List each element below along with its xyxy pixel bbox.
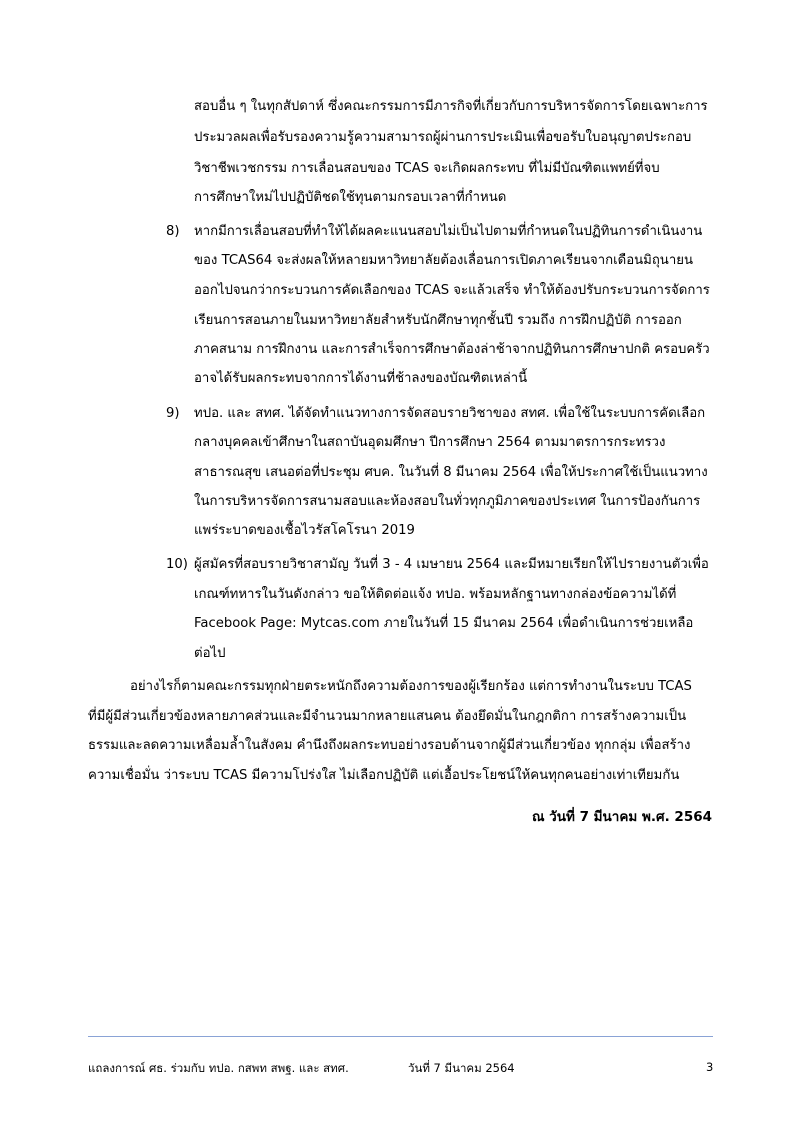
item9-line: กลางบุคคลเข้าศึกษาในสถาบันอุดมศึกษา ปีการศึกษา 2564 ตามมาตรการกระทรวง (194, 435, 666, 450)
block1-line: การศึกษาใหม่ไปปฏิบัติชดใช้ทุนตามกรอบเวลาที่กำหนด (194, 190, 507, 205)
closing-line: ที่มีผู้มีส่วนเกี่ยวข้องหลายภาคส่วนและมีจำนวนมากหลายแสนคน ต้องยึดมั่นในกฎกติกา การสร้างความเป็น (88, 709, 687, 724)
item8-number: 8) (166, 224, 180, 239)
page-number: 3 (706, 1060, 714, 1074)
closing-line: ความเชื่อมั่น ว่าระบบ TCAS มีความโปร่งใส ไม่เลือกปฏิบัติ แต่เอื้อประโยชน์ให้คนทุกคนอย่างเท่าเทียมกัน (88, 768, 680, 783)
footer-title: แถลงการณ์ ศธ. ร่วมกับ ทปอ. กสพท สพฐ. และ สทศ. (88, 1061, 349, 1075)
item9-number: 9) (166, 406, 180, 421)
footer-date: วันที่ 7 มีนาคม 2564 (408, 1061, 515, 1075)
item10-line: ผู้สมัครที่สอบรายวิชาสามัญ วันที่ 3 - 4 เมษายน 2564 และมีหมายเรียกให้ไปรายงานตัวเพื่อ (194, 557, 709, 572)
block1-line: ประมวลผลเพื่อรับรองความรู้ความสามารถผู้ผ่านการประเมินเพื่อขอรับใบอนุญาตประกอบ (194, 130, 692, 145)
item10-line: Facebook Page: Mytcas.com ภายในวันที่ 15 มีนาคม 2564 เพื่อดำเนินการช่วยเหลือ (194, 616, 694, 631)
closing-line: ธรรมและลดความเหลื่อมล้ำในสังคม คำนึงถึงผลกระทบอย่างรอบด้านจากผู้มีส่วนเกี่ยวข้อง ทุกกลุ่ม เพื่อสร้าง (88, 738, 691, 753)
item9-line: แพร่ระบาดของเชื้อไวรัสโคโรนา 2019 (194, 523, 415, 538)
item10-number: 10) (166, 557, 188, 572)
date-signature: ณ วันที่ 7 มีนาคม พ.ศ. 2564 (531, 809, 712, 825)
item8-line: หากมีการเลื่อนสอบที่ทำให้ได้ผลคะแนนสอบไม่เป็นไปตามที่กำหนดในปฏิทินการดำเนินงาน (194, 224, 703, 239)
item9-line: ทปอ. และ สทศ. ได้จัดทำแนวทางการจัดสอบรายวิชาของ สทศ. เพื่อใช้ในระบบการคัดเลือก (194, 406, 706, 421)
footer-divider (88, 1036, 713, 1037)
item10-line: เกณฑ์ทหารในวันดังกล่าว ขอให้ติดต่อแจ้ง ทปอ. พร้อมหลักฐานทางกล่องข้อความได้ที่ (194, 587, 677, 602)
item8-line: อาจได้รับผลกระทบจากการได้งานที่ช้าลงของบัณฑิตเหล่านี้ (194, 371, 528, 386)
item8-line: เรียนการสอนภายในมหาวิทยาลัยสำหรับนักศึกษาทุกชั้นปี รวมถึง การฝึกปฏิบัติ การออก (194, 313, 682, 328)
block1-line: วิชาชีพเวชกรรม การเลื่อนสอบของ TCAS จะเกิดผลกระทบ ที่ไม่มีบัณฑิตแพทย์ที่จบ (194, 161, 660, 176)
item9-line: สาธารณสุข เสนอต่อที่ประชุม ศบค. ในวันที่ 8 มีนาคม 2564 เพื่อให้ประกาศใช้เป็นแนวทาง (194, 465, 708, 480)
item8-line: ภาคสนาม การฝึกงาน และการสำเร็จการศึกษาต้องล่าช้าจากปฏิทินการศึกษาปกติ ครอบครัว (194, 342, 710, 357)
item9-line: ในการบริหารจัดการสนามสอบและห้องสอบในทั่วทุกภูมิภาคของประเทศ ในการป้องกันการ (194, 494, 701, 509)
block1-line: สอบอื่น ๆ ในทุกสัปดาห์ ซึ่งคณะกรรมการมีภารกิจที่เกี่ยวกับการบริหารจัดการโดยเฉพาะการ (194, 99, 708, 114)
item10-line: ต่อไป (194, 646, 226, 661)
item8-line: ออกไปจนกว่ากระบวนการคัดเลือกของ TCAS จะแล้วเสร็จ ทำให้ต้องปรับกระบวนการจัดการ (194, 283, 710, 298)
closing-line: อย่างไรก็ตามคณะกรรมทุกฝ่ายตระหนักถึงความต้องการของผู้เรียกร้อง แต่การทำงานในระบบ TCAS (130, 679, 692, 694)
item8-line: ของ TCAS64 จะส่งผลให้หลายมหาวิทยาลัยต้องเลื่อนการเปิดภาคเรียนจากเดือนมิถุนายน (194, 253, 693, 268)
